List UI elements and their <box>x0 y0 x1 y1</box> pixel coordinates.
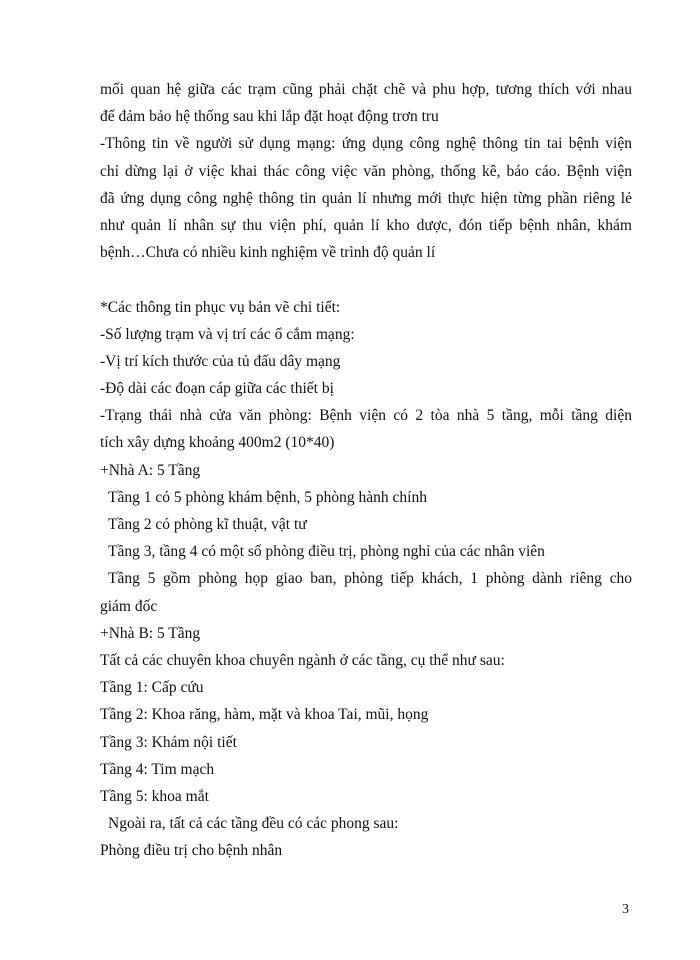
floor-item: Tầng 3: Khám nội tiết <box>100 733 237 751</box>
floor-item: Tầng 2: Khoa răng, hàm, mặt và khoa Tai, mũi, họng <box>100 706 429 724</box>
paragraph-line: chỉ dừng lại ở việc khai thác công việc văn phòng, thống kê, báo cáo. Bệnh viện <box>100 162 632 180</box>
floor-item: Tầng 2 có phòng kĩ thuật, vật tư <box>108 516 307 533</box>
paragraph-line: bệnh…Chưa có nhiều kinh nghiệm về trình độ quản lí <box>100 244 436 262</box>
list-item: -Trạng thái nhà cửa văn phòng: Bệnh viện có 2 tòa nhà 5 tầng, mỗi tầng diện <box>100 407 632 425</box>
floor-item: Tầng 1: Cấp cứu <box>100 679 204 697</box>
paragraph-line: mối quan hệ giữa các trạm cũng phải chặt chẽ và phu hợp, tương thích với nhau <box>100 81 632 98</box>
list-item: -Số lượng trạm và vị trí các ổ cắm mạng: <box>100 325 355 343</box>
list-item: -Độ dài các đoạn cáp giữa các thiết bị <box>100 380 334 398</box>
floor-item: Tầng 3, tầng 4 có một số phòng điều trị, phòng nghỉ của các nhân viên <box>108 543 545 561</box>
floor-item: Tầng 4: Tim mạch <box>100 760 215 778</box>
building-heading: +Nhà B: 5 Tầng <box>100 624 201 642</box>
paragraph-line: -Thông tin về người sử dụng mạng: ứng dụng công nghệ thông tin tai bệnh viện <box>100 135 632 153</box>
paragraph-line: Phòng điều trị cho bệnh nhân <box>100 842 283 860</box>
floor-item: Tầng 1 có 5 phòng khám bệnh, 5 phòng hành chính <box>108 488 427 506</box>
floor-item: Tầng 5 gồm phòng họp giao ban, phòng tiếp khách, 1 phòng dành riêng cho <box>108 570 632 588</box>
building-heading: +Nhà A: 5 Tầng <box>100 461 201 479</box>
section-heading: *Các thông tin phục vụ bản vẽ chi tiết: <box>100 298 341 316</box>
paragraph-line: để đảm bảo hệ thống sau khi lắp đặt hoạt động trơn tru <box>100 108 439 126</box>
document-body <box>100 76 632 864</box>
page-number: 3 <box>622 902 629 917</box>
paragraph-line: như quản lí nhân sự thu viện phí, quản lí kho dược, đón tiếp bệnh nhân, khám <box>100 216 632 234</box>
blank-line <box>100 266 632 293</box>
floor-item: Tầng 5: khoa mắt <box>100 787 209 805</box>
paragraph-line: giám đốc <box>100 597 158 615</box>
paragraph-line: Ngoài ra, tất cả các tầng đều có các phong sau: <box>108 815 399 833</box>
paragraph-line: đã ứng dụng công nghệ thông tin quản lí nhưng mới thực hiện từng phần riêng lẻ <box>100 189 632 207</box>
paragraph-line: tích xây dựng khoảng 400m2 (10*40) <box>100 434 335 452</box>
list-item: -Vị trí kích thước của tủ đấu dây mạng <box>100 352 341 370</box>
paragraph-line: Tất cả các chuyên khoa chuyên ngành ở các tầng, cụ thể như sau: <box>100 651 505 669</box>
